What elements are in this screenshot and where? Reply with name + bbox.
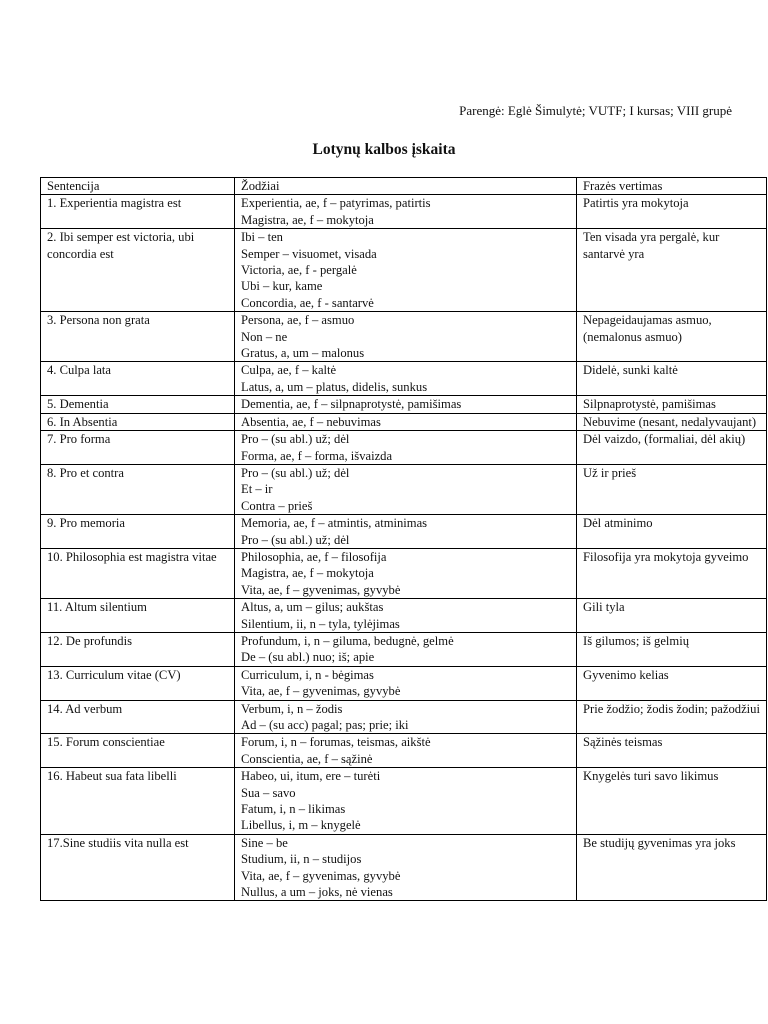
table-row — [41, 312, 767, 362]
phrases-table — [40, 177, 767, 901]
words-cell — [235, 548, 577, 598]
table-header-row — [41, 178, 767, 195]
table-row — [41, 632, 767, 666]
sentence-cell: 8. Pro et contra — [41, 464, 235, 514]
table-row — [41, 195, 767, 229]
sentence-cell: 17.Sine studiis vita nulla est — [41, 834, 235, 901]
word-entry: Pro – (su abl.) už; dėl — [241, 432, 350, 447]
word-entry: Altus, a, um – gilus; aukštas — [241, 600, 384, 615]
word-entry: Non – ne — [241, 329, 288, 344]
table-row — [41, 515, 767, 549]
word-entry: De – (su abl.) nuo; iš; apie — [241, 650, 375, 665]
word-entry: Experientia, ae, f – patyrimas, patirtis — [241, 196, 431, 211]
table-row — [41, 362, 767, 396]
table-row — [41, 464, 767, 514]
word-entry: Habeo, ui, itum, ere – turėti — [241, 769, 381, 784]
table-row — [41, 413, 767, 430]
words-cell — [235, 464, 577, 514]
translation-cell: Už ir prieš — [577, 464, 767, 514]
word-entry: Vita, ae, f – gyvenimas, gyvybė — [241, 684, 401, 699]
sentence-cell: 2. Ibi semper est victoria, ubi concordia est — [41, 229, 235, 312]
translation-cell: Be studijų gyvenimas yra joks — [577, 834, 767, 901]
translation-cell: Prie žodžio; žodis žodin; pažodžiui — [577, 700, 767, 734]
translation-cell: Iš gilumos; iš gelmių — [577, 632, 767, 666]
words-cell — [235, 734, 577, 768]
words-cell — [235, 229, 577, 312]
sentence-cell: 10. Philosophia est magistra vitae — [41, 548, 235, 598]
words-cell — [235, 666, 577, 700]
word-entry: Fatum, i, n – likimas — [241, 802, 346, 817]
word-entry: Profundum, i, n – giluma, bedugnė, gelmė — [241, 633, 454, 648]
translation-cell: Dėl atminimo — [577, 515, 767, 549]
word-entry: Semper – visuomet, visada — [241, 246, 377, 261]
table-row — [41, 396, 767, 413]
sentence-cell: 14. Ad verbum — [41, 700, 235, 734]
word-entry: Forum, i, n – forumas, teismas, aikštė — [241, 735, 431, 750]
translation-cell: Nebuvime (nesant, nedalyvaujant) — [577, 413, 767, 430]
sentence-cell: 4. Culpa lata — [41, 362, 235, 396]
translation-cell: Dėl vaizdo, (formaliai, dėl akių) — [577, 431, 767, 465]
word-entry: Verbum, i, n – žodis — [241, 701, 343, 716]
document-title: Lotynų kalbos įskaita — [312, 141, 456, 158]
word-entry: Curriculum, i, n - bėgimas — [241, 667, 374, 682]
translation-cell: Ten visada yra pergalė, kur santarvė yra — [577, 229, 767, 312]
sentence-cell: 12. De profundis — [41, 632, 235, 666]
word-entry: Culpa, ae, f – kaltė — [241, 363, 337, 378]
word-entry: Forma, ae, f – forma, išvaizda — [241, 448, 393, 463]
word-entry: Ibi – ten — [241, 230, 283, 245]
word-entry: Pro – (su abl.) už; dėl — [241, 532, 350, 547]
column-header-translation: Frazės vertimas — [577, 178, 767, 195]
word-entry: Studium, ii, n – studijos — [241, 852, 362, 867]
words-cell — [235, 195, 577, 229]
table-row — [41, 548, 767, 598]
word-entry: Persona, ae, f – asmuo — [241, 313, 355, 328]
document-author-line: Parengė: Eglė Šimulytė; VUTF; I kursas; VIII grupė — [459, 103, 732, 118]
sentence-cell: 3. Persona non grata — [41, 312, 235, 362]
word-entry: Et – ir — [241, 482, 273, 497]
word-entry: Latus, a, um – platus, didelis, sunkus — [241, 379, 428, 394]
column-header-sentence: Sentencija — [41, 178, 235, 195]
words-cell — [235, 632, 577, 666]
table-row — [41, 666, 767, 700]
word-entry: Ubi – kur, kame — [241, 279, 323, 294]
sentence-cell: 7. Pro forma — [41, 431, 235, 465]
word-entry: Vita, ae, f – gyvenimas, gyvybė — [241, 868, 401, 883]
words-cell — [235, 599, 577, 633]
words-cell — [235, 413, 577, 430]
word-entry: Vita, ae, f – gyvenimas, gyvybė — [241, 582, 401, 597]
word-entry: Magistra, ae, f – mokytoja — [241, 566, 374, 581]
sentence-cell: 15. Forum conscientiae — [41, 734, 235, 768]
words-cell — [235, 700, 577, 734]
word-entry: Contra – prieš — [241, 498, 313, 513]
word-entry: Dementia, ae, f – silpnaprotystė, pamišimas — [241, 397, 462, 412]
translation-cell: Silpnaprotystė, pamišimas — [577, 396, 767, 413]
word-entry: Nullus, a um – joks, nė vienas — [241, 885, 393, 900]
word-entry: Libellus, i, m – knygelė — [241, 818, 361, 833]
words-cell — [235, 515, 577, 549]
sentence-cell: 9. Pro memoria — [41, 515, 235, 549]
word-entry: Silentium, ii, n – tyla, tylėjimas — [241, 616, 400, 631]
word-entry: Gratus, a, um – malonus — [241, 346, 365, 361]
translation-cell: Knygelės turi savo likimus — [577, 768, 767, 835]
translation-cell: Sąžinės teismas — [577, 734, 767, 768]
table-row — [41, 834, 767, 901]
table-row — [41, 229, 767, 312]
table-row — [41, 431, 767, 465]
words-cell — [235, 431, 577, 465]
sentence-cell: 1. Experientia magistra est — [41, 195, 235, 229]
words-cell — [235, 396, 577, 413]
translation-cell: Gyvenimo kelias — [577, 666, 767, 700]
word-entry: Magistra, ae, f – mokytoja — [241, 212, 374, 227]
word-entry: Ad – (su acc) pagal; pas; prie; iki — [241, 718, 409, 732]
word-entry: Memoria, ae, f – atmintis, atminimas — [241, 516, 428, 531]
sentence-cell: 16. Habeut sua fata libelli — [41, 768, 235, 835]
word-entry: Pro – (su abl.) už; dėl — [241, 465, 350, 480]
table-row — [41, 734, 767, 768]
words-cell — [235, 362, 577, 396]
word-entry: Victoria, ae, f - pergalė — [241, 263, 357, 278]
translation-cell: Didelė, sunki kaltė — [577, 362, 767, 396]
column-header-words: Žodžiai — [235, 178, 577, 195]
translation-cell: Filosofija yra mokytoja gyveimo — [577, 548, 767, 598]
translation-cell: Patirtis yra mokytoja — [577, 195, 767, 229]
table-row — [41, 768, 767, 835]
table-body — [41, 195, 767, 901]
sentence-cell: 6. In Absentia — [41, 413, 235, 430]
word-entry: Sua – savo — [241, 785, 296, 800]
sentence-cell: 13. Curriculum vitae (CV) — [41, 666, 235, 700]
table-row — [41, 599, 767, 633]
word-entry: Conscientia, ae, f – sąžinė — [241, 751, 373, 766]
translation-cell: Gili tyla — [577, 599, 767, 633]
table-row — [41, 700, 767, 734]
word-entry: Concordia, ae, f - santarvė — [241, 295, 374, 310]
sentence-cell: 5. Dementia — [41, 396, 235, 413]
word-entry: Sine – be — [241, 835, 288, 850]
word-entry: Absentia, ae, f – nebuvimas — [241, 414, 381, 429]
word-entry: Philosophia, ae, f – filosofija — [241, 549, 387, 564]
translation-cell: Nepageidaujamas asmuo, (nemalonus asmuo) — [577, 312, 767, 362]
sentence-cell: 11. Altum silentium — [41, 599, 235, 633]
words-cell — [235, 312, 577, 362]
words-cell — [235, 834, 577, 901]
words-cell — [235, 768, 577, 835]
